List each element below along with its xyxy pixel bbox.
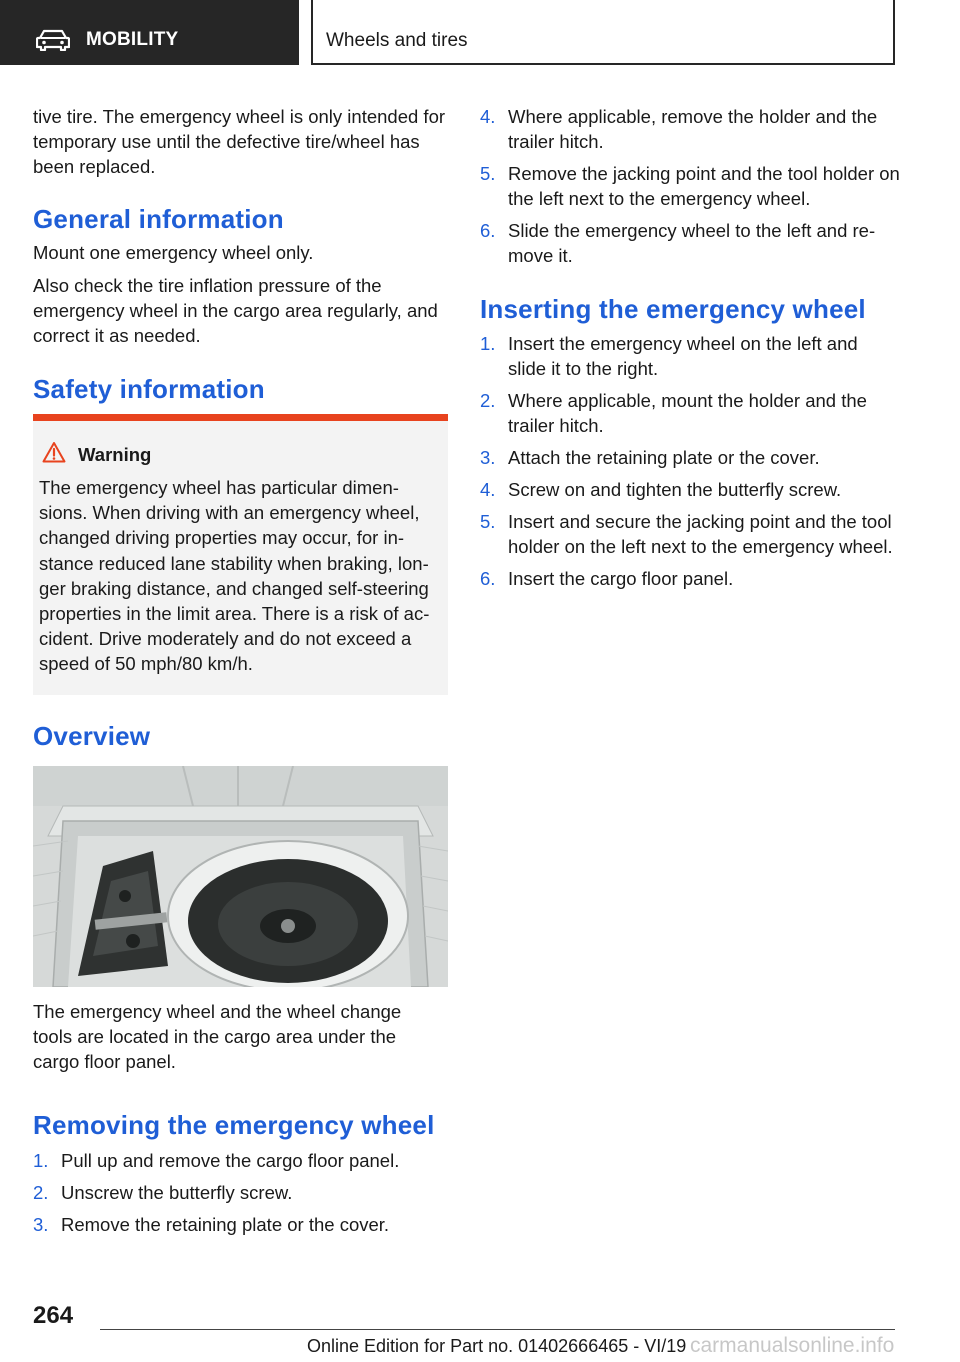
intro-paragraph: tive tire. The emergency wheel is only intended for temporary use until the defective tire/wheel has been replaced. — [33, 106, 446, 177]
warning-title: Warning — [78, 444, 152, 465]
general-paragraph-2: Also check the tire inflation pressure of the emergency wheel in the cargo area regularly, and correct it as needed. — [33, 275, 438, 346]
step-number: 6. — [480, 220, 496, 241]
step-number: 6. — [480, 568, 496, 589]
step-text: Insert the cargo floor panel. — [508, 568, 734, 589]
list-item — [480, 509, 900, 559]
cargo-area-illustration — [33, 766, 448, 987]
list-item — [480, 218, 900, 268]
warning-triangle-icon — [42, 441, 66, 463]
overview-heading: Overview — [33, 721, 151, 751]
step-number: 1. — [33, 1150, 49, 1171]
step-number: 3. — [480, 447, 496, 468]
step-text: Unscrew the butterfly screw. — [61, 1182, 293, 1203]
inserting-heading: Inserting the emergency wheel — [480, 294, 866, 324]
step-text: Pull up and remove the cargo floor panel. — [61, 1150, 400, 1171]
step-number: 3. — [33, 1214, 49, 1235]
step-text: Insert and secure the jacking point and the tool holder on the left next to the emergency wheel. — [508, 511, 893, 557]
list-item — [480, 388, 900, 438]
cargo-area-drawing — [33, 766, 448, 987]
overview-caption: The emergency wheel and the wheel change tools are located in the cargo area under the cargo floor panel. — [33, 1001, 402, 1072]
edition-text: Online Edition for Part no. 01402666465 - VI/19 — [307, 1336, 687, 1356]
general-information-heading: General information — [33, 204, 284, 234]
removing-heading: Removing the emergency wheel — [33, 1110, 435, 1140]
watermark: carmanualsonline.info — [690, 1334, 895, 1357]
list-item — [480, 331, 900, 381]
step-number: 5. — [480, 511, 496, 532]
header-section-title: Wheels and tires — [326, 30, 468, 51]
step-number: 1. — [480, 333, 496, 354]
step-text: Slide the emergency wheel to the left and re‐move it. — [508, 220, 876, 266]
list-item — [480, 161, 900, 211]
general-paragraph-1: Mount one emergency wheel only. — [33, 242, 314, 263]
removing-steps-list — [33, 1148, 448, 1244]
removing-steps-continued-list — [480, 104, 900, 275]
warning-text: The emergency wheel has particular dimen‐sions. When driving with an emergency wheel, changed driving properties may occur, for in‐stance reduced lane stability when braking, lon‐ger braking distance, and changed self-steering properties in the limit area. There is a risk of ac‐cident. Drive moderately and do not exceed a speed of 50 mph/80 km/h. — [39, 477, 430, 675]
step-text: Where applicable, remove the holder and the trailer hitch. — [508, 106, 878, 152]
list-item — [480, 104, 900, 154]
step-number: 5. — [480, 163, 496, 184]
footer-rule — [100, 1329, 895, 1330]
step-text: Remove the retaining plate or the cover. — [61, 1214, 390, 1235]
header-category: MOBILITY — [86, 29, 179, 50]
page-number: 264 — [33, 1302, 74, 1329]
step-text: Remove the jacking point and the tool holder on the left next to the emergency wheel. — [508, 163, 900, 209]
warning-bar — [33, 414, 448, 421]
step-text: Insert the emergency wheel on the left and slide it to the right. — [508, 333, 858, 379]
inserting-steps-list — [480, 331, 900, 598]
list-item — [33, 1148, 448, 1173]
header-category-block — [0, 0, 299, 65]
step-number: 4. — [480, 479, 496, 500]
step-text: Where applicable, mount the holder and the trailer hitch. — [508, 390, 867, 436]
car-icon — [36, 29, 70, 51]
list-item — [480, 566, 900, 591]
list-item — [33, 1212, 448, 1237]
step-number: 4. — [480, 106, 496, 127]
list-item — [33, 1180, 448, 1205]
step-number: 2. — [480, 390, 496, 411]
list-item — [480, 477, 900, 502]
step-text: Attach the retaining plate or the cover. — [508, 447, 820, 468]
safety-information-heading: Safety information — [33, 374, 265, 404]
step-number: 2. — [33, 1182, 49, 1203]
step-text: Screw on and tighten the butterfly screw. — [508, 479, 842, 500]
list-item — [480, 445, 900, 470]
